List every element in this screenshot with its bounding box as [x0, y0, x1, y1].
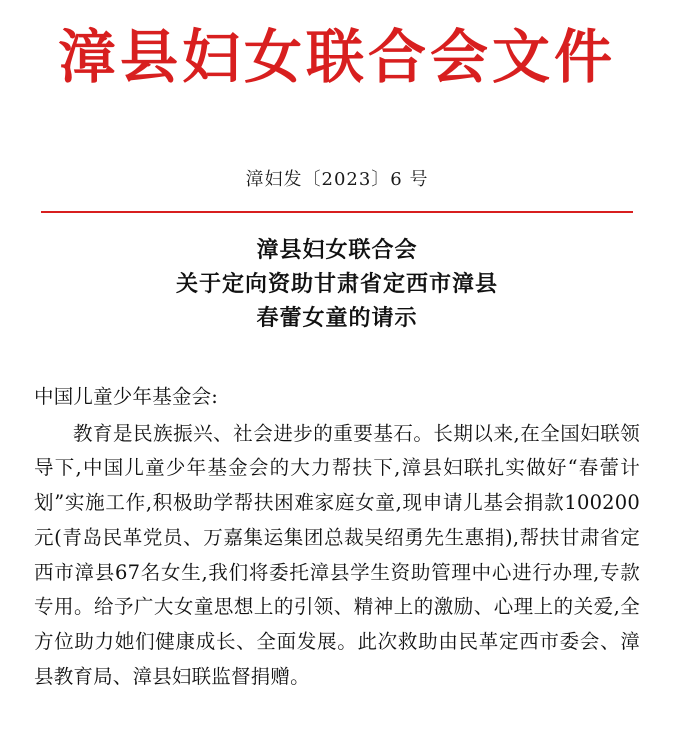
title-line-1: 漳县妇女联合会 [256, 237, 418, 263]
document-number: 漳妇发〔2023〕6 号 [245, 169, 429, 190]
document-body [34, 380, 640, 694]
title-line-2: 关于定向资助甘肃省定西市漳县 [175, 271, 498, 298]
salutation: 中国儿童少年基金会: [34, 385, 219, 408]
letterhead-title: 漳县妇女联合会文件 [57, 23, 616, 91]
title-line-3: 春蕾女童的请示 [256, 305, 418, 332]
red-divider-rule [41, 211, 633, 213]
body-paragraph: 教育是民族振兴、社会进步的重要基石。长期以来,在全国妇联领导下,中国儿童少年基金会的大力帮扶下,漳县妇联扎实做好“春蕾计划”实施工作,积极助学帮扶困难家庭女童,现申请儿基会捐款100200元(青岛民革党员、万嘉集运集团总裁吴绍勇先生惠捐),帮扶甘肃省定西市漳县67名女生,我们将委托漳县学生资助管理中心进行办理,专款专用。给予广大女童思想上的引领、精神上的激励、心理上的关爱,全方位助力她们健康成长、全面发展。此次救助由民革定西市委会、漳县教育局、漳县妇联监督捐赠。 [34, 421, 640, 688]
document-title-block [0, 233, 674, 335]
